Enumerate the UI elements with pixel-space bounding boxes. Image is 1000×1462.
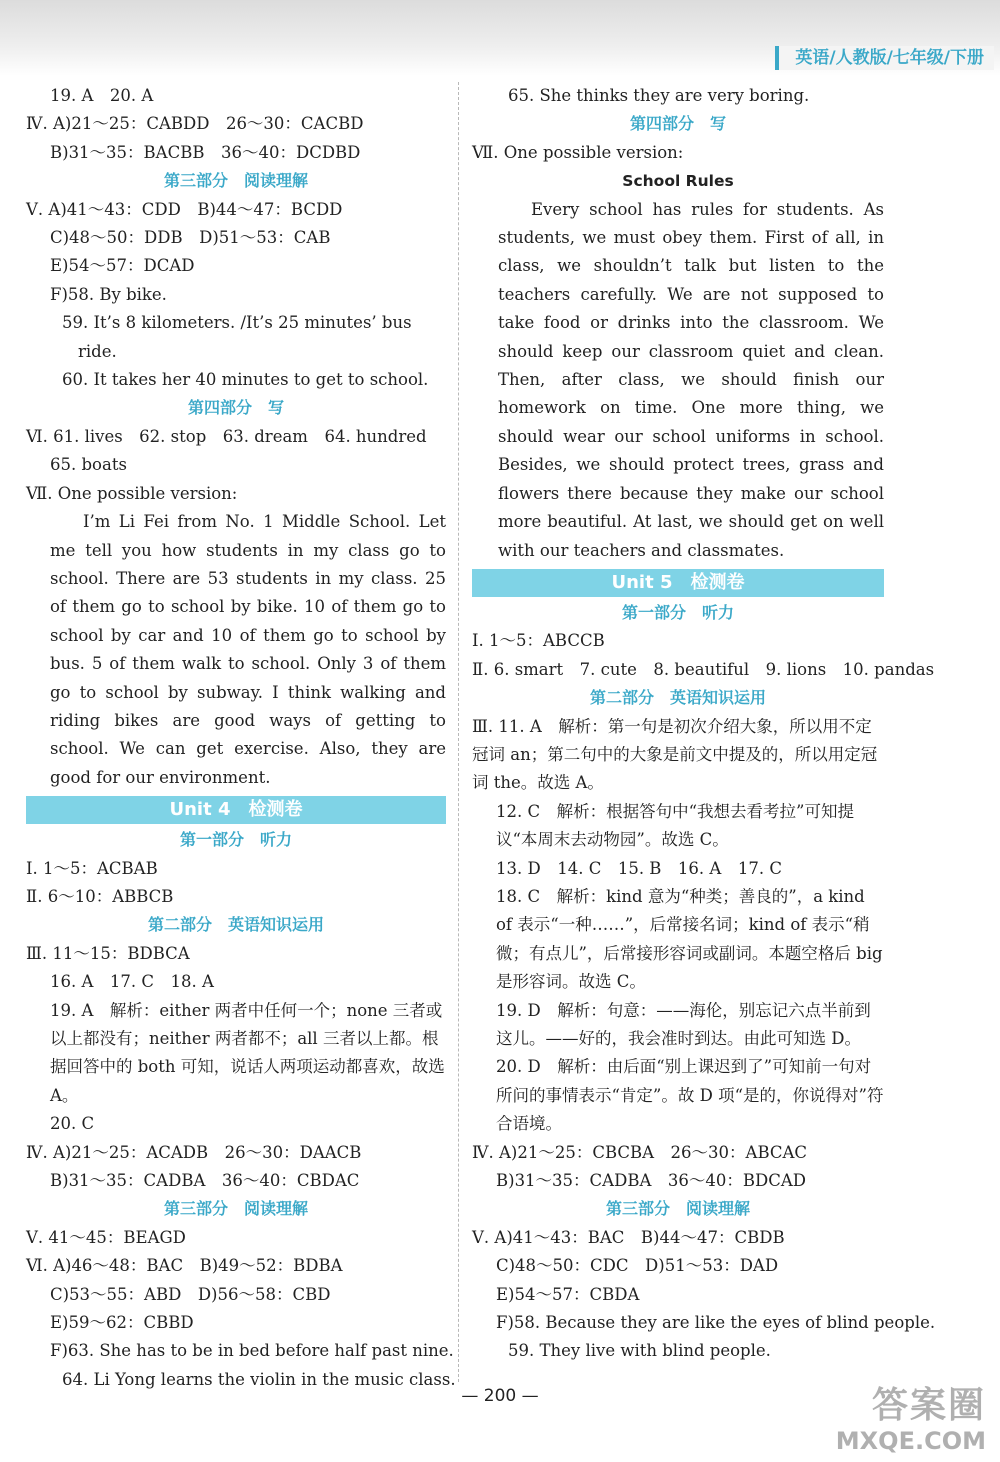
answer-line: C)53～55：ABD D)56～58：CBD: [50, 1284, 331, 1304]
answer-line: C)48～50：CDC D)51～53：DAD: [496, 1256, 779, 1276]
answer-line: F)58. Because they are like the eyes of blind people.: [496, 1313, 936, 1333]
left-column: [26, 82, 456, 1394]
unit-banner: Unit 4 检测卷: [26, 796, 446, 824]
sample-essay: Every school has rules for students. As students, we must obey them. First of all, in class, we shouldn’t talk but listen to the teachers carefully. We are not supposed to take food or drinks into the classroom. We should keep our classroom quiet and clean. Then, after class, we should finish our homework on time. One more thing, we should wear our school uniforms in school. Besides, we should protect trees, grass and flowers there because they make our school more beautiful. At last, we should get on well with our teachers and classmates.: [498, 199, 884, 560]
watermark-logo: [750, 1384, 986, 1456]
section-heading: 第一部分 听力: [621, 602, 734, 622]
book-info-tag: 英语/人教版/七年级/下册: [775, 46, 994, 70]
answer-line: B)31～35：BACBB 36～40：DCDBD: [50, 142, 361, 162]
column-divider: [458, 82, 459, 1382]
answer-line: Ⅳ. A)21～25：ACADB 26～30：DAACB: [26, 1142, 362, 1162]
answer-line: B)31～35：CADBA 36～40：BDCAD: [496, 1171, 806, 1191]
answer-line: 12. C 解析：根据答句中“我想去看考拉”可知提议“本周末去动物园”。故选 C。: [496, 801, 854, 850]
answer-line: E)59～62：CBBD: [50, 1313, 194, 1333]
answer-line: 60. It takes her 40 minutes to get to school.: [62, 370, 429, 390]
header-band: [0, 0, 1000, 76]
section-heading: 第二部分 英语知识运用: [147, 915, 324, 935]
answer-line: Ⅵ. A)46～48：BAC B)49～52：BDBA: [26, 1256, 343, 1276]
answer-line: 13. D 14. C 15. B 16. A 17. C: [496, 858, 782, 878]
essay-title: School Rules: [622, 172, 734, 191]
answer-line: 20. C: [50, 1114, 95, 1134]
answer-line: 19. A 解析：either 两者中任何一个；none 三者或以上都没有；neither 两者都不；all 三者以上都。根据回答中的 both 可知，说话人两项运动都喜欢，故选 A。: [50, 1000, 445, 1105]
answer-line: Ⅳ. A)21～25：CBCBA 26～30：ABCAC: [472, 1142, 808, 1162]
sample-essay: I’m Li Fei from No. 1 Middle School. Let me tell you how students in my class go to school. There are 53 students in my class. 25 of them go to school by bike. 10 of them go to school by car and 10 of them go to school by bus. 5 of them walk to school. Only 3 of them go to school by subway. I think walking and riding bikes are good ways of getting to school. We can get exercise. Also, they are good for our environment.: [50, 512, 446, 787]
answer-line: B)31～35：CADBA 36～40：CBDAC: [50, 1171, 360, 1191]
answer-line: Ⅶ. One possible version:: [26, 483, 238, 503]
answer-line: Ⅴ. A)41～43：CDD B)44～47：BCDD: [26, 199, 343, 219]
answer-line: F)58. By bike.: [50, 284, 167, 304]
right-column: [472, 82, 936, 1366]
answer-line: 20. D 解析：由后面“别上课迟到了”可知前一句对所问的事情表示“肯定”。故 D 项“是的，你说得对”符合语境。: [496, 1057, 884, 1134]
page-number: — 200 —: [461, 1386, 539, 1406]
answer-line: 59. They live with blind people.: [508, 1341, 771, 1361]
answer-line: 19. A 20. A: [50, 86, 154, 105]
section-heading: 第四部分 写: [629, 114, 726, 134]
section-heading: 第三部分 阅读理解: [605, 1199, 750, 1219]
answer-line: ride.: [78, 341, 117, 361]
answer-line: 59. It’s 8 kilometers. /It’s 25 minutes’ bus: [62, 313, 412, 333]
answer-line: C)48～50：DDB D)51～53：CAB: [50, 228, 331, 248]
answer-line: Ⅴ. A)41～43：BAC B)44～47：CBDB: [472, 1227, 785, 1247]
unit-banner: Unit 5 检测卷: [472, 569, 884, 597]
section-heading: 第二部分 英语知识运用: [589, 688, 766, 708]
watermark-cn: 答案圈: [871, 1385, 986, 1426]
answer-line: 65. She thinks they are very boring.: [508, 86, 810, 105]
section-heading: 第三部分 阅读理解: [163, 1199, 308, 1219]
section-heading: 第四部分 写: [187, 398, 284, 418]
answer-line: Ⅰ. 1～5：ACBAB: [26, 858, 158, 878]
answer-line: Ⅵ. 61. lives 62. stop 63. dream 64. hundred: [26, 426, 427, 446]
answer-line: Ⅶ. One possible version:: [472, 142, 684, 162]
answer-line: 18. C 解析：kind 意为“种类；善良的”，a kind of 表示“一种……”，后常接名词；kind of 表示“稍微；有点儿”，后常接形容词或副词。本题空格后 big 是形容词。故选 C。: [496, 886, 883, 992]
answer-line: 19. D 解析：句意：——海伦，别忘记六点半前到这儿。——好的，我会准时到达。由此可知选 D。: [496, 1000, 871, 1048]
answer-line: E)54～57：CBDA: [496, 1284, 640, 1304]
answer-line: F)63. She has to be in bed before half past nine.: [50, 1341, 454, 1361]
answer-line: Ⅰ. 1～5：ABCCB: [472, 631, 605, 651]
answer-line: Ⅱ. 6～10：ABBCB: [26, 886, 174, 906]
watermark-en: MXQE.COM: [835, 1427, 986, 1455]
answer-line: 65. boats: [50, 455, 127, 475]
section-heading: 第三部分 阅读理解: [163, 171, 308, 191]
section-heading: 第一部分 听力: [179, 830, 292, 850]
answer-line: Ⅱ. 6. smart 7. cute 8. beautiful 9. lions 10. pandas: [472, 659, 935, 679]
answer-line: Ⅲ. 11～15：BDBCA: [26, 943, 190, 963]
answer-line: 16. A 17. C 18. A: [50, 972, 214, 992]
answer-line: Ⅴ. 41～45：BEAGD: [26, 1227, 186, 1247]
answer-line: Ⅲ. 11. A 解析：第一句是初次介绍大象，所以用不定冠词 an；第二句中的大象是前文中提及的，所以用定冠词 the。故选 A。: [472, 716, 878, 793]
answer-line: 64. Li Yong learns the violin in the music class.: [62, 1369, 456, 1389]
answer-line: Ⅳ. A)21～25：CABDD 26～30：CACBD: [26, 114, 364, 134]
answer-line: E)54～57：DCAD: [50, 256, 195, 276]
